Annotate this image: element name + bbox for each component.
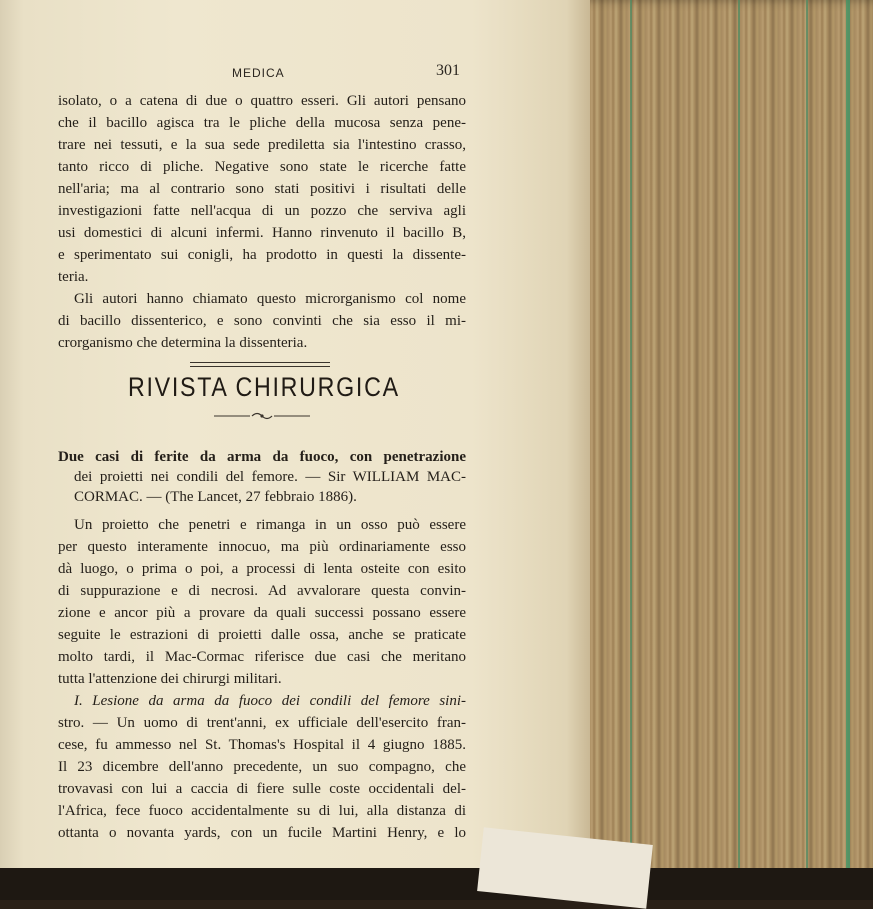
body-line: tanto ricco di pliche. Negative sono state le ricerche fatte <box>58 159 466 175</box>
article-heading-line: CORMAC. — (The Lancet, 27 febbraio 1886). <box>74 489 357 505</box>
body-line: dà luogo, o prima o poi, a processi di lenta osteite con esito <box>58 561 466 577</box>
body-line: nell'aria; ma al contrario sono stati positivi i risultati delle <box>58 181 466 197</box>
body-line: che il bacillo agisca tra le pliche della mucosa senza pene- <box>58 115 466 131</box>
body-line: investigazioni fatte nell'acqua di un pozzo che serviva agli <box>58 203 466 219</box>
edge-stripe <box>846 0 850 870</box>
body-line: isolato, o a catena di due o quattro esseri. Gli autori pensano <box>58 93 466 109</box>
scan-bottom-shadow <box>0 868 873 900</box>
body-line: usi domestici di alcuni infermi. Hanno rinvenuto il bacillo B, <box>58 225 466 241</box>
body-line: per questo interamente innocuo, ma più ordinariamente esso <box>58 539 466 555</box>
body-line: Il 23 dicembre dell'anno precedente, un suo compagno, che <box>58 759 466 775</box>
article-heading-line: dei proietti nei condili del femore. — Sir WILLIAM MAC- <box>74 469 466 485</box>
edge-stripe <box>630 0 632 870</box>
body-line: zione e ancor più a provare da quali successi possano essere <box>58 605 466 621</box>
edge-stripe <box>806 0 808 870</box>
body-line: stro. — Un uomo di trent'anni, ex ufficiale dell'esercito fran- <box>58 715 466 731</box>
body-line: trovavasi con lui a caccia di fiere sulle coste occidentali del- <box>58 781 466 797</box>
edge-stripe <box>738 0 740 870</box>
body-line: tutta l'attenzione dei chirurgi militari. <box>58 671 282 687</box>
body-line: molto tardi, il Mac-Cormac riferisce due casi che meritano <box>58 649 466 665</box>
body-line: I. Lesione da arma da fuoco dei condili del femore sini- <box>74 693 466 709</box>
section-rule <box>190 362 330 367</box>
body-line: di bacillo dissenterico, e sono convinti che sia esso il mi- <box>58 313 466 329</box>
body-line: di suppurazione e di necrosi. Ad avvalorare questa convin- <box>58 583 466 599</box>
body-line: l'Africa, fece fuoco accidentalmente su di lui, alla distanza di <box>58 803 466 819</box>
page-number: 301 <box>436 62 460 79</box>
body-line: cese, fu ammesso nel St. Thomas's Hospital il 4 giugno 1885. <box>58 737 466 753</box>
body-line: crorganismo che determina la dissenteria. <box>58 335 308 351</box>
running-head: MEDICA <box>232 66 285 80</box>
article-heading-line: Due casi di ferite da arma da fuoco, con penetrazione <box>58 449 466 465</box>
body-line: Gli autori hanno chiamato questo microrganismo col nome <box>74 291 466 307</box>
body-line: e sperimentato sui conigli, ha prodotto in questi la dissente- <box>58 247 466 263</box>
ornament-icon <box>212 406 312 426</box>
page-block-edge <box>570 0 873 900</box>
body-line: ottanta o novanta yards, con un fucile Martini Henry, e lo <box>58 825 466 841</box>
body-line: teria. <box>58 269 89 285</box>
body-line: trare nei tessuti, e la sua sede prediletta sia l'intestino crasso, <box>58 137 466 153</box>
section-title: RIVISTA CHIRURGICA <box>128 372 400 402</box>
body-line: seguite le estrazioni di proietti dalle ossa, anche se praticate <box>58 627 466 643</box>
body-line: Un proietto che penetri e rimanga in un osso può essere <box>74 517 466 533</box>
